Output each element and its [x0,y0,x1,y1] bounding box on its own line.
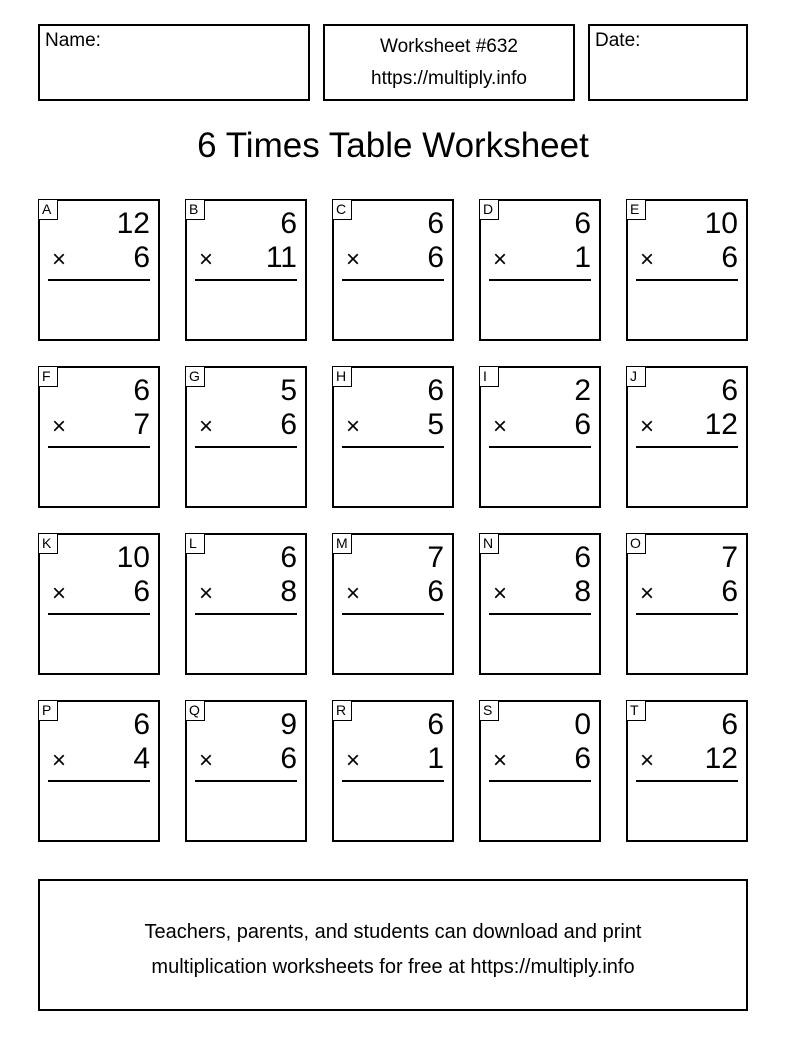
answer-line [195,279,297,281]
problem-letter: C [332,199,352,220]
problem-card-a [38,199,160,341]
problem-card-p [38,700,160,842]
problem-letter: G [185,366,205,387]
multiply-sign: × [640,413,655,440]
problem-card-t [626,700,748,842]
problem-card-b [185,199,307,341]
multiplicand: 10 [704,207,738,240]
multiplicand: 6 [721,708,738,741]
name-label: Name: [45,30,101,51]
worksheet-info-box [323,24,575,101]
multiply-sign: × [640,580,655,607]
multiplier: 6 [574,742,591,775]
problem-letter: N [479,533,499,554]
problem-card-f [38,366,160,508]
problem-letter: B [185,199,205,220]
problem-card-d [479,199,601,341]
answer-line [342,446,444,448]
problem-card-n [479,533,601,675]
problem-letter: E [626,199,646,220]
multiply-sign: × [52,580,67,607]
problem-card-k [38,533,160,675]
problem-card-h [332,366,454,508]
answer-line [636,780,738,782]
answer-line [48,780,150,782]
multiplicand: 6 [427,708,444,741]
worksheet-url: https://multiply.info [371,68,527,89]
name-field-box [38,24,310,101]
multiplier: 5 [427,408,444,441]
footer-box [38,879,748,1011]
answer-line [195,780,297,782]
multiplier: 11 [265,241,297,274]
date-field-box [588,24,748,101]
problem-card-o [626,533,748,675]
problem-card-q [185,700,307,842]
problem-card-g [185,366,307,508]
multiplier: 4 [133,742,150,775]
multiplicand: 6 [427,374,444,407]
multiplicand: 6 [721,374,738,407]
problem-letter: S [479,700,499,721]
multiplier: 6 [427,575,444,608]
answer-line [48,279,150,281]
multiply-sign: × [493,246,508,273]
multiply-sign: × [199,413,214,440]
multiplier: 1 [427,742,444,775]
problem-card-m [332,533,454,675]
multiplicand: 6 [280,541,297,574]
multiplicand: 6 [574,541,591,574]
multiplier: 12 [704,742,738,775]
multiply-sign: × [199,747,214,774]
footer-line-2: multiplication worksheets for free at https://multiply.info [151,956,635,978]
multiply-sign: × [346,413,361,440]
answer-line [195,446,297,448]
answer-line [489,279,591,281]
multiplier: 8 [280,575,297,608]
footer-text [40,915,746,985]
problem-letter: I [479,366,499,387]
multiplicand: 5 [280,374,297,407]
answer-line [636,446,738,448]
multiply-sign: × [640,747,655,774]
multiplicand: 6 [574,207,591,240]
multiply-sign: × [52,413,67,440]
answer-line [48,446,150,448]
problem-letter: K [38,533,58,554]
problem-letter: P [38,700,58,721]
multiplier: 1 [574,241,591,274]
answer-line [195,613,297,615]
multiply-sign: × [199,246,214,273]
multiplier: 6 [574,408,591,441]
problem-card-r [332,700,454,842]
multiply-sign: × [346,580,361,607]
multiplicand: 10 [116,541,150,574]
multiplicand: 7 [427,541,444,574]
multiplicand: 6 [133,374,150,407]
multiply-sign: × [52,747,67,774]
answer-line [636,279,738,281]
problem-card-i [479,366,601,508]
problem-letter: D [479,199,499,220]
problem-letter: J [626,366,646,387]
multiplier: 6 [133,575,150,608]
multiplier: 6 [721,241,738,274]
multiplier: 7 [133,408,150,441]
problem-letter: F [38,366,58,387]
answer-line [489,780,591,782]
multiplicand: 7 [721,541,738,574]
multiplier: 8 [574,575,591,608]
multiply-sign: × [346,246,361,273]
multiplier: 6 [280,408,297,441]
multiplier: 6 [427,241,444,274]
problem-card-e [626,199,748,341]
multiplicand: 6 [280,207,297,240]
answer-line [342,613,444,615]
answer-line [489,613,591,615]
answer-line [48,613,150,615]
multiply-sign: × [346,747,361,774]
multiply-sign: × [640,246,655,273]
problem-letter: L [185,533,205,554]
answer-line [342,279,444,281]
answer-line [636,613,738,615]
multiplier: 6 [133,241,150,274]
multiply-sign: × [199,580,214,607]
worksheet-number: Worksheet #632 [379,36,518,57]
multiply-sign: × [493,580,508,607]
date-label: Date: [595,30,641,51]
problem-card-c [332,199,454,341]
problem-letter: A [38,199,58,220]
multiplier: 12 [704,408,738,441]
problem-letter: O [626,533,646,554]
multiplicand: 12 [116,207,150,240]
page-title: 6 Times Table Worksheet [197,126,589,165]
problem-card-s [479,700,601,842]
multiply-sign: × [52,246,67,273]
answer-line [489,446,591,448]
problem-letter: H [332,366,352,387]
multiplier: 6 [280,742,297,775]
multiplicand: 2 [574,374,591,407]
multiplier: 6 [721,575,738,608]
multiplicand: 6 [133,708,150,741]
problem-card-l [185,533,307,675]
multiply-sign: × [493,747,508,774]
answer-line [342,780,444,782]
problem-letter: T [626,700,646,721]
problem-letter: R [332,700,352,721]
problem-letter: Q [185,700,205,721]
problem-card-j [626,366,748,508]
multiply-sign: × [493,413,508,440]
problem-letter: M [332,533,352,554]
multiplicand: 9 [280,708,297,741]
multiplicand: 6 [427,207,444,240]
multiplicand: 0 [574,708,591,741]
footer-line-1: Teachers, parents, and students can download and print [144,921,642,943]
